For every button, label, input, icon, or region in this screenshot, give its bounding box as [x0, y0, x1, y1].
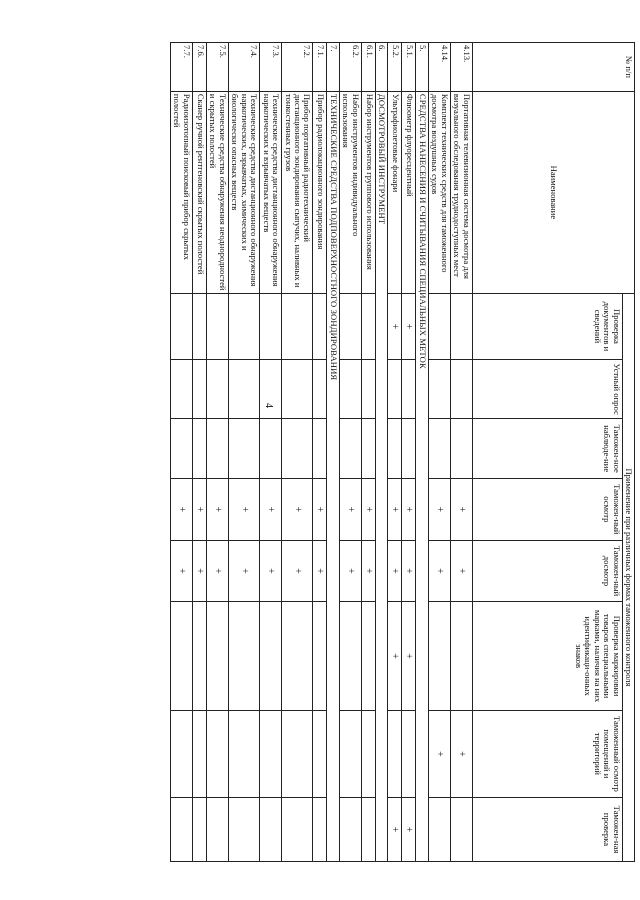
row-number: 6. [375, 43, 387, 92]
header-column: Устный опрос [472, 359, 622, 419]
item-name: Технические средства дистанционного обнаружения наркотических и взрывчатых веществ [260, 91, 282, 293]
mark-cell [339, 602, 361, 710]
mark-cell: + [206, 478, 228, 540]
mark-cell [313, 293, 327, 359]
section-title: СРЕДСТВА НАНЕСЕНИЯ И СЧИТЫВАНИЯ СПЕЦИАЛЬНЫХ МЕТОК [416, 91, 428, 861]
mark-cell [192, 798, 206, 862]
item-name: Технические средства обнаружения неоднородностей и скрытых полостей [206, 91, 228, 293]
mark-cell: + [450, 540, 472, 602]
header-column: Таможен-ный досмотр [472, 540, 622, 602]
mark-cell [361, 710, 375, 797]
mark-cell [171, 602, 193, 710]
customs-control-table [170, 42, 635, 862]
mark-cell [206, 359, 228, 419]
mark-cell [282, 419, 313, 479]
header-name: Наименование [472, 91, 634, 293]
mark-cell [171, 293, 193, 359]
mark-cell [313, 419, 327, 479]
mark-cell [428, 359, 450, 419]
mark-cell: + [313, 478, 327, 540]
table-row [402, 43, 416, 862]
item-name: Сканер ручной рентгеновский скрытых полостей [192, 91, 206, 293]
table-row [260, 43, 282, 862]
mark-cell: + [428, 540, 450, 602]
mark-cell [313, 602, 327, 710]
mark-cell [282, 602, 313, 710]
mark-cell [260, 602, 282, 710]
table-row [388, 43, 402, 862]
mark-cell [450, 602, 472, 710]
mark-cell [402, 710, 416, 797]
mark-cell [282, 710, 313, 797]
item-name: Технические средства дистанционного обнаружения наркотических, взрывчатых, химических и биологически опасных веществ [228, 91, 259, 293]
mark-cell [450, 359, 472, 419]
page-number: 4 [263, 403, 274, 408]
item-name: Прибор радиолокационного зондирования [313, 91, 327, 293]
mark-cell [206, 419, 228, 479]
mark-cell [428, 419, 450, 479]
mark-cell [450, 798, 472, 862]
mark-cell: + [206, 540, 228, 602]
table-row [206, 43, 228, 862]
row-number: 7.3. [260, 43, 282, 92]
header-column: Таможен-ный осмотр [472, 478, 622, 540]
mark-cell [313, 710, 327, 797]
mark-cell [282, 359, 313, 419]
table-row [339, 43, 361, 862]
header-column: Таможен-ная проверка [472, 798, 622, 862]
table-row [228, 43, 259, 862]
row-number: 4.13. [450, 43, 472, 92]
mark-cell: + [402, 478, 416, 540]
header-column: Проверка документов и сведений [472, 293, 622, 359]
mark-cell: + [339, 478, 361, 540]
mark-cell [339, 419, 361, 479]
mark-cell [171, 359, 193, 419]
mark-cell [402, 359, 416, 419]
mark-cell [260, 710, 282, 797]
mark-cell [260, 359, 282, 419]
table-row [192, 43, 206, 862]
mark-cell [361, 359, 375, 419]
header-column: Проверка маркировки товаров специальными марками, наличия на них идентификаци-онных знаков [472, 602, 622, 710]
mark-cell: + [260, 540, 282, 602]
mark-cell [361, 293, 375, 359]
mark-cell [428, 798, 450, 862]
mark-cell: + [388, 293, 402, 359]
mark-cell [260, 798, 282, 862]
mark-cell [228, 359, 259, 419]
mark-cell: + [402, 798, 416, 862]
mark-cell: + [260, 478, 282, 540]
mark-cell [313, 359, 327, 419]
row-number: 7.4. [228, 43, 259, 92]
mark-cell: + [282, 540, 313, 602]
item-name: Радиоизотопный поисковый прибор скрытых полостей [171, 91, 193, 293]
item-name: Портативная телевизионная система досмотра для визуального обследования труднодоступных мест [450, 91, 472, 293]
table-row [282, 43, 313, 862]
mark-cell [228, 602, 259, 710]
mark-cell [450, 419, 472, 479]
mark-cell: + [313, 540, 327, 602]
mark-cell [192, 419, 206, 479]
row-number: 7.5. [206, 43, 228, 92]
mark-cell [260, 419, 282, 479]
mark-cell [339, 798, 361, 862]
row-number: 7.7. [171, 43, 193, 92]
mark-cell: + [428, 478, 450, 540]
mark-cell [450, 293, 472, 359]
mark-cell: + [228, 478, 259, 540]
table-row [428, 43, 450, 862]
mark-cell [361, 798, 375, 862]
mark-cell [339, 710, 361, 797]
row-number: 7.1. [313, 43, 327, 92]
item-name: Набор инструментов индивидуального использования [339, 91, 361, 293]
item-name: Ультрафиолетовые фонари [388, 91, 402, 293]
table-row [171, 43, 193, 862]
mark-cell: + [282, 478, 313, 540]
mark-cell [206, 710, 228, 797]
mark-cell: + [388, 602, 402, 710]
mark-cell [192, 710, 206, 797]
header-column: Таможен-ное наблюде-ние [472, 419, 622, 479]
mark-cell: + [388, 478, 402, 540]
mark-cell [192, 293, 206, 359]
mark-cell [260, 293, 282, 359]
mark-cell [388, 710, 402, 797]
item-name: Набор инструментов группового использования [361, 91, 375, 293]
mark-cell: + [171, 478, 193, 540]
mark-cell [339, 359, 361, 419]
mark-cell: + [192, 540, 206, 602]
table-row [361, 43, 375, 862]
section-row [327, 43, 339, 862]
mark-cell [206, 798, 228, 862]
table-row [313, 43, 327, 862]
mark-cell [388, 419, 402, 479]
mark-cell [402, 419, 416, 479]
mark-cell: + [428, 710, 450, 797]
item-name: Прибор портативный радиотехнический дистанционного зондирования сыпучих, наливных и тонкостенных грузов [282, 91, 313, 293]
mark-cell: + [450, 478, 472, 540]
document-sheet [65, 42, 635, 862]
mark-cell: + [388, 540, 402, 602]
mark-cell [361, 419, 375, 479]
item-name: Комплект технических средств для таможенного досмотра воздушных судов [428, 91, 450, 293]
row-number: 5.1. [402, 43, 416, 92]
header-column: Таможенный осмотр помещений и территорий [472, 710, 622, 797]
row-number: 7.6. [192, 43, 206, 92]
mark-cell [228, 293, 259, 359]
header-group: Применение при различных формах таможенного контроля [622, 293, 634, 861]
mark-cell [282, 293, 313, 359]
header-num: № п/п [472, 43, 634, 92]
mark-cell: + [339, 540, 361, 602]
mark-cell: + [450, 710, 472, 797]
row-number: 5. [416, 43, 428, 92]
section-title: ТЕХНИЧЕСКИЕ СРЕДСТВА ПОДПОВЕРХНОСТНОГО ЗОНДИРОВАНИЯ [327, 91, 339, 861]
row-number: 6.2. [339, 43, 361, 92]
mark-cell: + [361, 478, 375, 540]
mark-cell [171, 710, 193, 797]
mark-cell [361, 602, 375, 710]
mark-cell: + [361, 540, 375, 602]
mark-cell: + [402, 540, 416, 602]
row-number: 7.2. [282, 43, 313, 92]
mark-cell [171, 419, 193, 479]
table-row [450, 43, 472, 862]
mark-cell [282, 798, 313, 862]
section-row [416, 43, 428, 862]
mark-cell [206, 293, 228, 359]
row-number: 4.14. [428, 43, 450, 92]
mark-cell: + [402, 602, 416, 710]
mark-cell [228, 798, 259, 862]
section-row [375, 43, 387, 862]
row-number: 7. [327, 43, 339, 92]
mark-cell: + [228, 540, 259, 602]
mark-cell [339, 293, 361, 359]
mark-cell [228, 710, 259, 797]
mark-cell [192, 602, 206, 710]
mark-cell: + [388, 798, 402, 862]
row-number: 6.1. [361, 43, 375, 92]
mark-cell [428, 293, 450, 359]
mark-cell: + [171, 540, 193, 602]
mark-cell [388, 359, 402, 419]
mark-cell: + [192, 478, 206, 540]
mark-cell [192, 359, 206, 419]
section-title: ДОСМОТРОВЫЙ ИНСТРУМЕНТ [375, 91, 387, 861]
row-number: 5.2. [388, 43, 402, 92]
mark-cell [171, 798, 193, 862]
mark-cell [228, 419, 259, 479]
mark-cell: + [402, 293, 416, 359]
item-name: Флюометр флуоресцентный [402, 91, 416, 293]
mark-cell [313, 798, 327, 862]
mark-cell [428, 602, 450, 710]
mark-cell [206, 602, 228, 710]
